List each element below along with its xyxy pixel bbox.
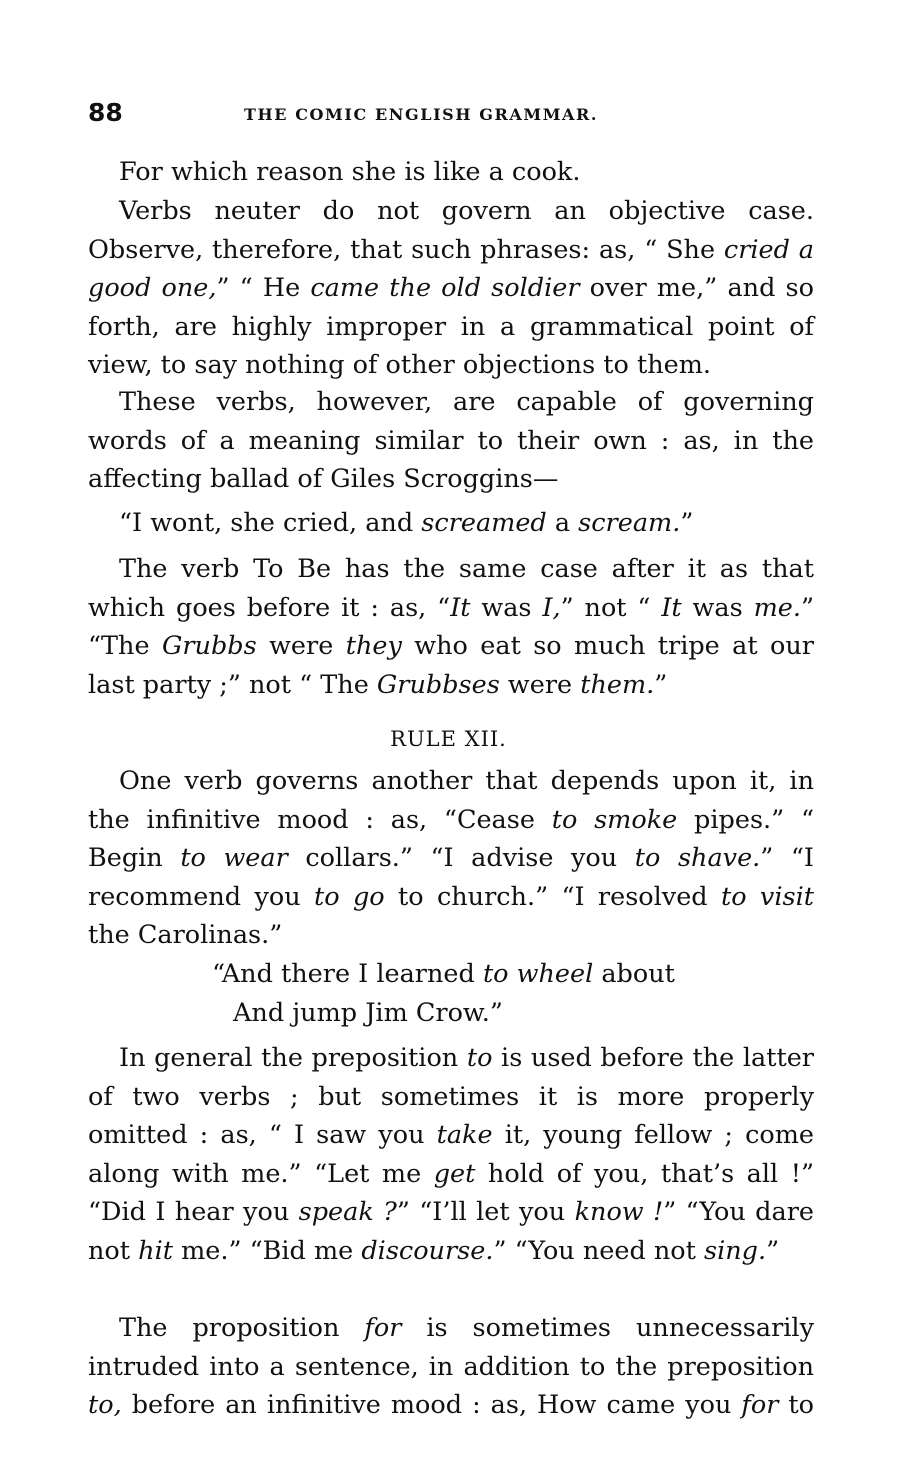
italic-run: get (433, 1158, 476, 1189)
text-run: over me,” and so forth, are highly improper in a grammatical point of view, to say nothing of other objections to them. (88, 273, 814, 380)
italic-run: to visit (720, 881, 814, 912)
paragraph-2 (88, 192, 814, 385)
paragraph-1 (88, 153, 814, 192)
text-run: ” (680, 508, 694, 538)
italic-run: speak ? (298, 1197, 397, 1227)
italic-run: hit (138, 1235, 173, 1266)
text-run: pipes.” “ Begin (88, 804, 814, 873)
text-run: to church.” “I resolved (384, 881, 721, 912)
text-run: ” (654, 669, 668, 700)
paragraph-3 (88, 383, 814, 499)
text-run: about (593, 959, 675, 989)
text-run: Verbs neuter do not govern an objective case. Observe, therefore, that such phrases: as, “ She (88, 196, 814, 265)
text-run: was (470, 592, 543, 623)
italic-run: them. (580, 669, 655, 700)
italic-run: screamed (421, 508, 547, 538)
text-run: collars.” “I advise you (287, 843, 635, 873)
text-run: One verb governs another that depends upon it, in the infinitive mood : as, “Cease (88, 766, 814, 835)
paragraph-5 (88, 762, 814, 955)
page-number: 88 (88, 98, 123, 127)
text-run: hold of you, that’s all !” “Did I hear you (88, 1158, 814, 1227)
text-run: The proposition (119, 1313, 365, 1343)
verse-quote-1 (119, 504, 693, 543)
text-run: the Carolinas.” (88, 920, 283, 950)
italic-run: Grubbs (161, 631, 257, 661)
verse-quote-2-line-1 (212, 955, 675, 994)
italic-run: take (436, 1120, 493, 1150)
italic-run: to wheel (482, 959, 594, 989)
italic-run: they (345, 631, 402, 661)
italic-run: It (661, 592, 682, 623)
text-run: it, young fellow ; come along with me.” “Let me (88, 1120, 814, 1189)
paragraph-1-text: For which reason she is like a cook. (119, 157, 581, 187)
text-run: In general the preposition (119, 1043, 467, 1073)
text-run: ” not “ (560, 592, 662, 623)
text-run: is sometimes unnecessarily intruded into a sentence, in addition to the preposition (88, 1313, 814, 1382)
italic-run: for (741, 1390, 779, 1420)
italic-run: for (364, 1313, 402, 1343)
text-run: ” “ He (216, 273, 311, 303)
text-run: a (546, 508, 579, 538)
italic-run: sing. (704, 1235, 767, 1266)
italic-run: came the old soldier (310, 273, 580, 303)
italic-run: know ! (574, 1197, 664, 1227)
italic-run: to, (88, 1390, 122, 1420)
text-run: is used before the latter of two verbs ; but sometimes it is more properly omitted : as, “ I saw you (88, 1043, 815, 1150)
text-run: “I wont, she cried, and (119, 508, 422, 538)
rule-heading: RULE XII. (390, 727, 507, 751)
text-run: ” “You dare not (88, 1197, 814, 1266)
text-run: ” “I recommend you (88, 843, 814, 912)
text-run: to (778, 1390, 814, 1420)
text-run: ” “I’ll let you (396, 1197, 575, 1227)
italic-run: scream. (578, 508, 681, 538)
verse-quote-2-line-2 (233, 994, 503, 1033)
italic-run: It (450, 592, 471, 623)
text-run: And jump Jim Crow.” (233, 998, 503, 1028)
text-run: who eat so much tripe at our last party ;” not “ The (88, 631, 814, 700)
italic-run: cried a good one, (88, 234, 814, 303)
page-header (88, 98, 818, 132)
italic-run: Grubbses (376, 669, 500, 700)
text-run: was (681, 592, 754, 623)
italic-run: me. (753, 592, 801, 623)
text-run: ” “You need not (493, 1235, 705, 1266)
paragraph-7 (88, 1309, 814, 1425)
italic-run: to smoke (551, 804, 678, 835)
paragraph-6 (88, 1039, 814, 1270)
italic-run: I, (542, 592, 561, 623)
paragraph-4 (88, 550, 814, 704)
italic-run: to go (314, 881, 385, 912)
italic-run: to (466, 1043, 493, 1073)
text-run: me.” “Bid me (172, 1235, 362, 1266)
text-run: ” (766, 1235, 780, 1266)
text-run: were (256, 631, 346, 661)
text-run: ” “The (88, 592, 814, 661)
text-run: before an infinitive mood : as, How came you (121, 1390, 742, 1420)
text-run: were (499, 669, 581, 700)
text-run: “And there I learned (212, 959, 483, 989)
italic-run: to shave. (634, 843, 761, 873)
text-run: The verb To Be has the same case after it as that which goes before it : as, “ (88, 554, 814, 623)
paragraph-3-text: These verbs, however, are capable of governing words of a meaning similar to their own : as, in the affecting ballad of Giles Scroggins— (88, 387, 814, 494)
running-title: THE COMIC ENGLISH GRAMMAR. (244, 105, 599, 124)
italic-run: to wear (180, 843, 288, 873)
italic-run: discourse. (361, 1235, 494, 1266)
